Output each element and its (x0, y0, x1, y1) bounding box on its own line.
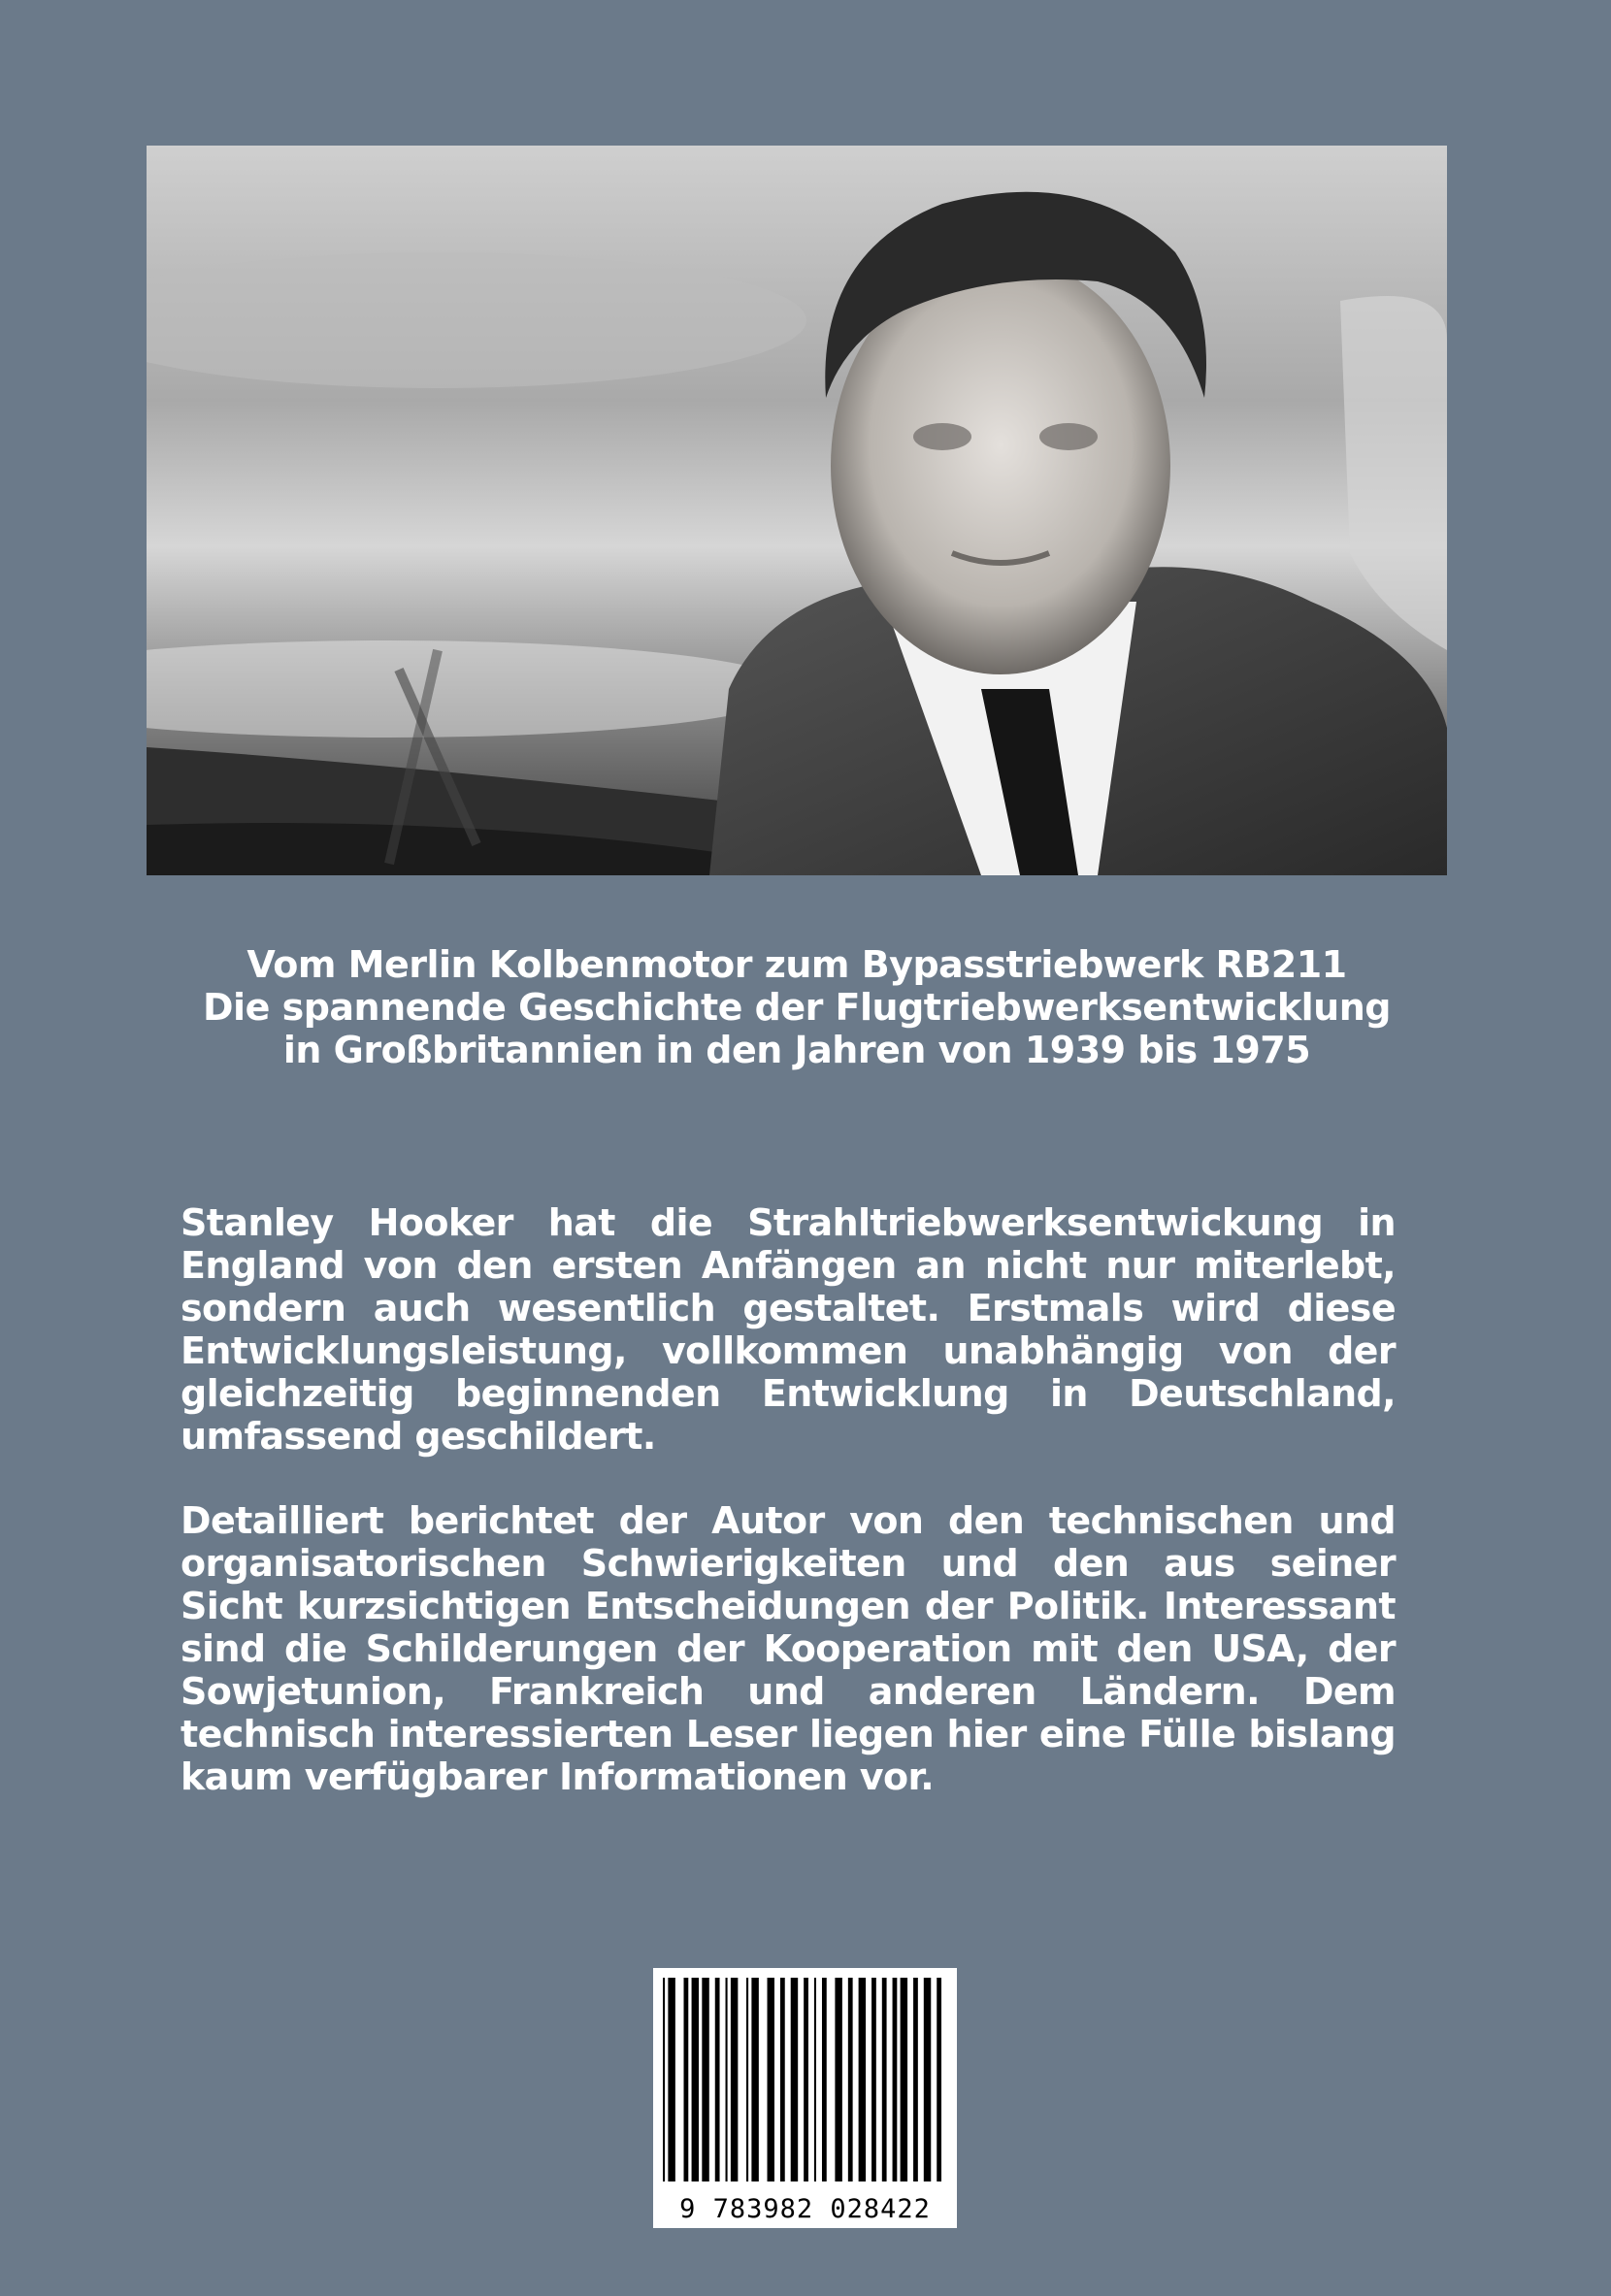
barcode-bar (663, 1978, 665, 2181)
barcode-bar (692, 1978, 699, 2181)
barcode-bars (663, 1978, 947, 2181)
barcode-bar (791, 1978, 798, 2181)
barcode-bar (715, 1978, 720, 2181)
headline (147, 943, 1447, 1071)
blurb-paragraph: Detailliert berichtet der Autor von den technischen und organisatorischen Schwierigkeiten und den aus seiner Sicht kurzsichtigen Entscheidungen der Politik. Interessant sind die Schilderungen der Kooperation mit den USA, der Sowjetunion, Frankreich und anderen Ländern. Dem technisch interessierten Leser liegen hier eine Fülle bislang kaum verfügbarer Informationen vor. (181, 1499, 1396, 1798)
headline-line: Vom Merlin Kolbenmotor zum Bypasstriebwerk RB211 (247, 943, 1347, 986)
barcode-bar (835, 1978, 841, 2181)
author-photo (147, 146, 1447, 875)
barcode-bar (804, 1978, 808, 2181)
barcode-bar (726, 1978, 728, 2181)
isbn-barcode (653, 1968, 957, 2228)
barcode-bar (768, 1978, 774, 2181)
barcode-bar (882, 1978, 887, 2181)
barcode-bar (822, 1978, 827, 2181)
barcode-bar (746, 1978, 748, 2181)
barcode-bar (780, 1978, 785, 2181)
blurb (181, 1201, 1396, 1840)
barcode-bar (901, 1978, 907, 2181)
isbn-number: 9 783982 028422 (679, 2194, 931, 2224)
barcode-bar (751, 1978, 758, 2181)
barcode-bar (924, 1978, 931, 2181)
barcode-bar (731, 1978, 738, 2181)
barcode-bar (937, 1978, 941, 2181)
barcode-bar (684, 1978, 689, 2181)
barcode-bar (814, 1978, 816, 2181)
headline-line: Die spannende Geschichte der Flugtriebwerksentwicklung (203, 986, 1391, 1029)
blurb-paragraph: Stanley Hooker hat die Strahltriebwerksentwickung in England von den ersten Anfängen an nicht nur miterlebt, sondern auch wesentlich gestaltet. Erstmals wird diese Entwicklungsleistung, vollkommen unabhängig von der gleichzeitig beginnenden Entwicklung in Deutschland, umfassend geschildert. (181, 1201, 1396, 1458)
barcode-bar (859, 1978, 866, 2181)
barcode-bar (668, 1978, 674, 2181)
barcode-bar (871, 1978, 876, 2181)
barcode-bar (702, 1978, 708, 2181)
barcode-bar (848, 1978, 853, 2181)
headline-line: in Großbritannien in den Jahren von 1939 bis 1975 (282, 1029, 1311, 1071)
barcode-bar (913, 1978, 918, 2181)
barcode-bar (893, 1978, 898, 2181)
